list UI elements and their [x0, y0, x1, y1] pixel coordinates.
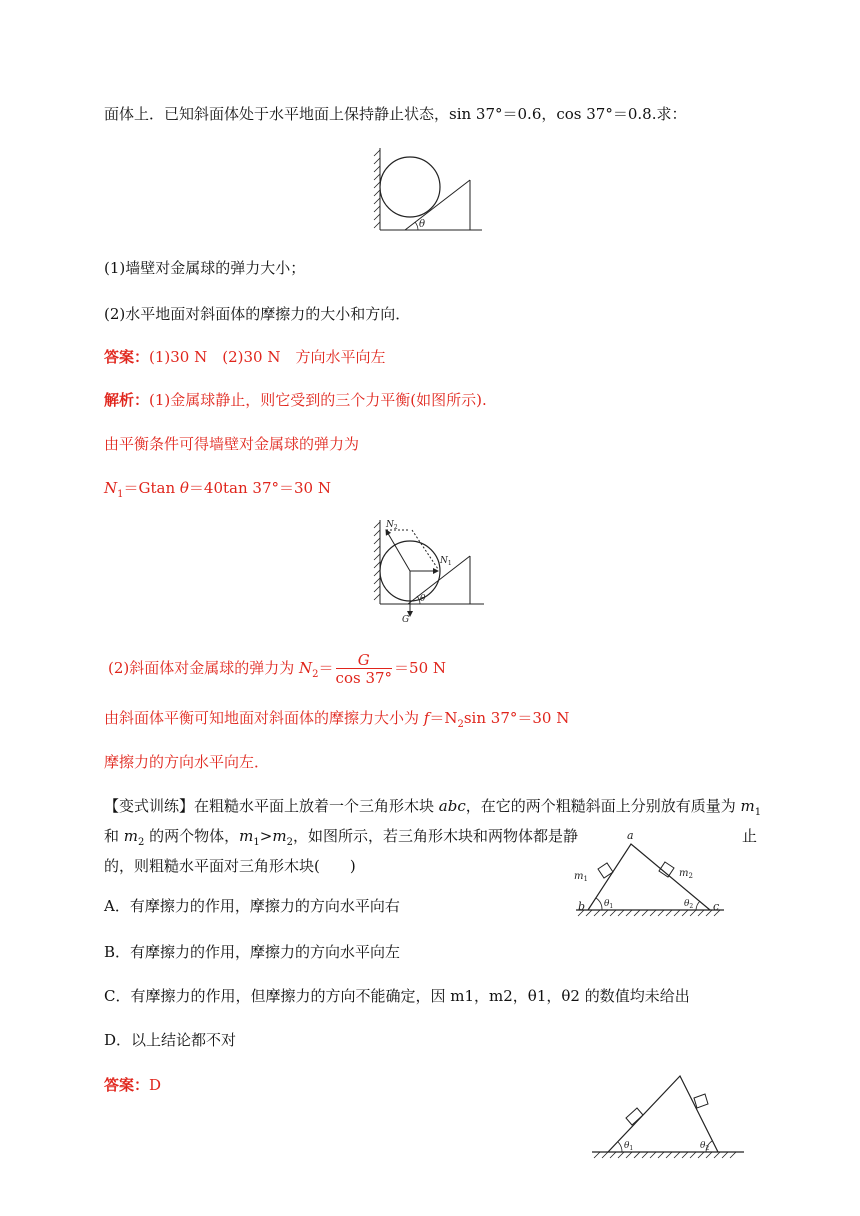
text: 和: [104, 827, 124, 845]
fraction-denominator: cos 37°: [335, 668, 393, 687]
analysis-label: 解析：: [104, 391, 150, 409]
m1: m: [740, 797, 755, 815]
part2-direction-line: 摩擦力的方向水平向左．: [104, 753, 270, 771]
text: ＝N: [429, 709, 458, 727]
eq-theta: θ: [179, 479, 189, 497]
analysis-line-2: 由平衡条件可得墙壁对金属球的弹力为: [104, 435, 360, 453]
g-label: G: [402, 615, 410, 625]
text: >: [259, 827, 273, 845]
option-b: B．有摩擦力的作用，摩擦力的方向水平向左: [104, 943, 401, 961]
n2-sub: 2: [312, 669, 319, 680]
intro-text: 面体上．已知斜面体处于水平地面上保持静止状态，sin 37°＝0.6，cos 37°＝0.8.求：: [104, 105, 687, 123]
a-label: a: [627, 829, 634, 842]
option-a: A．有摩擦力的作用，摩擦力的方向水平向右: [104, 897, 400, 915]
eq-part: ＝G: [123, 479, 151, 497]
variant-answer: [104, 1075, 161, 1095]
n1-label: $N_1$: [440, 556, 452, 567]
b-label: b: [578, 900, 586, 913]
figure-ball-wall-incline: [372, 142, 484, 234]
theta1-label: $\theta_1$: [604, 899, 614, 910]
equation-n1: [104, 478, 331, 505]
analysis-text-1: (1)金属球静止，则它受到的三个力平衡(如图所示).: [149, 391, 487, 409]
m1: m: [239, 827, 254, 845]
answer-text: (1)30 N (2)30 N 方向水平向左: [149, 348, 386, 366]
m2-label: $m_2$: [679, 868, 693, 880]
figure-triangle-block: [570, 826, 730, 918]
c-label: c: [713, 900, 720, 913]
fraction: [336, 652, 392, 687]
text: 的两个物体，: [144, 827, 240, 845]
theta1-label: $\theta_1$: [624, 1141, 634, 1152]
eq-part: ＝40tan 37°＝30 N: [188, 479, 331, 497]
sub: 2: [457, 719, 464, 730]
sub: 2: [286, 837, 293, 848]
n2: N: [299, 659, 313, 677]
theta-label: θ: [419, 219, 426, 230]
option-c: C．有摩擦力的作用，但摩擦力的方向不能确定，因 m1，m2，θ1，θ2 的数值均未给出: [104, 987, 690, 1005]
variant-zhi: 止: [742, 827, 758, 845]
text: 由斜面体平衡可知地面对斜面体的摩擦力大小为: [104, 709, 424, 727]
answer-label: 答案：: [104, 348, 150, 366]
m2: m: [123, 827, 139, 845]
eq-part: tan: [150, 479, 180, 497]
fraction-numerator: G: [336, 652, 392, 669]
text: ，如图所示，若三角形木块和两物体都是静: [292, 827, 578, 845]
result: ＝50 N: [394, 659, 447, 677]
option-d: D．以上结论都不对: [104, 1031, 237, 1049]
answer-label: 答案：: [104, 1076, 150, 1094]
theta-label: θ: [420, 594, 426, 604]
part2-prefix: (2)斜面体对金属球的弹力为: [108, 659, 300, 677]
sub: 1: [253, 837, 260, 848]
variant-line-2: [104, 826, 578, 853]
question-2: (2)水平地面对斜面体的摩擦力的大小和方向．: [104, 305, 411, 323]
eq-sign: ＝: [318, 659, 334, 677]
answer-line: [104, 347, 385, 367]
m2: m: [272, 827, 287, 845]
text: 在粗糙水平面上放着一个三角形木块: [194, 797, 439, 815]
variant-label: 【变式训练】: [104, 797, 195, 815]
m1-label: $m_1$: [574, 871, 588, 883]
eq-n: N: [104, 479, 118, 497]
eq-sub: 1: [117, 489, 124, 500]
part2-friction-line: [104, 708, 569, 735]
answer-value: D: [149, 1076, 162, 1094]
analysis-line-1: [104, 390, 487, 410]
sub: 2: [138, 837, 145, 848]
variant-line-3: 的，则粗糙水平面对三角形木块( ): [104, 857, 356, 875]
part2-n2-equation: [108, 648, 446, 695]
text: sin 37°＝30 N: [463, 709, 570, 727]
question-1: (1)墙壁对金属球的弹力大小；: [104, 259, 306, 277]
n2-label: $N_2$: [386, 520, 398, 531]
f-symbol: f: [423, 709, 430, 727]
theta2-label: $\theta_2$: [684, 899, 694, 910]
text: ，在它的两个粗糙斜面上分别放有质量为: [465, 797, 741, 815]
theta2-label: $\theta_2$: [700, 1141, 710, 1152]
abc: abc: [438, 797, 466, 815]
sub: 1: [754, 807, 762, 818]
variant-line-1: [104, 796, 761, 823]
figure-force-diagram: [372, 516, 486, 626]
figure-triangle-block-2: [590, 1068, 746, 1160]
